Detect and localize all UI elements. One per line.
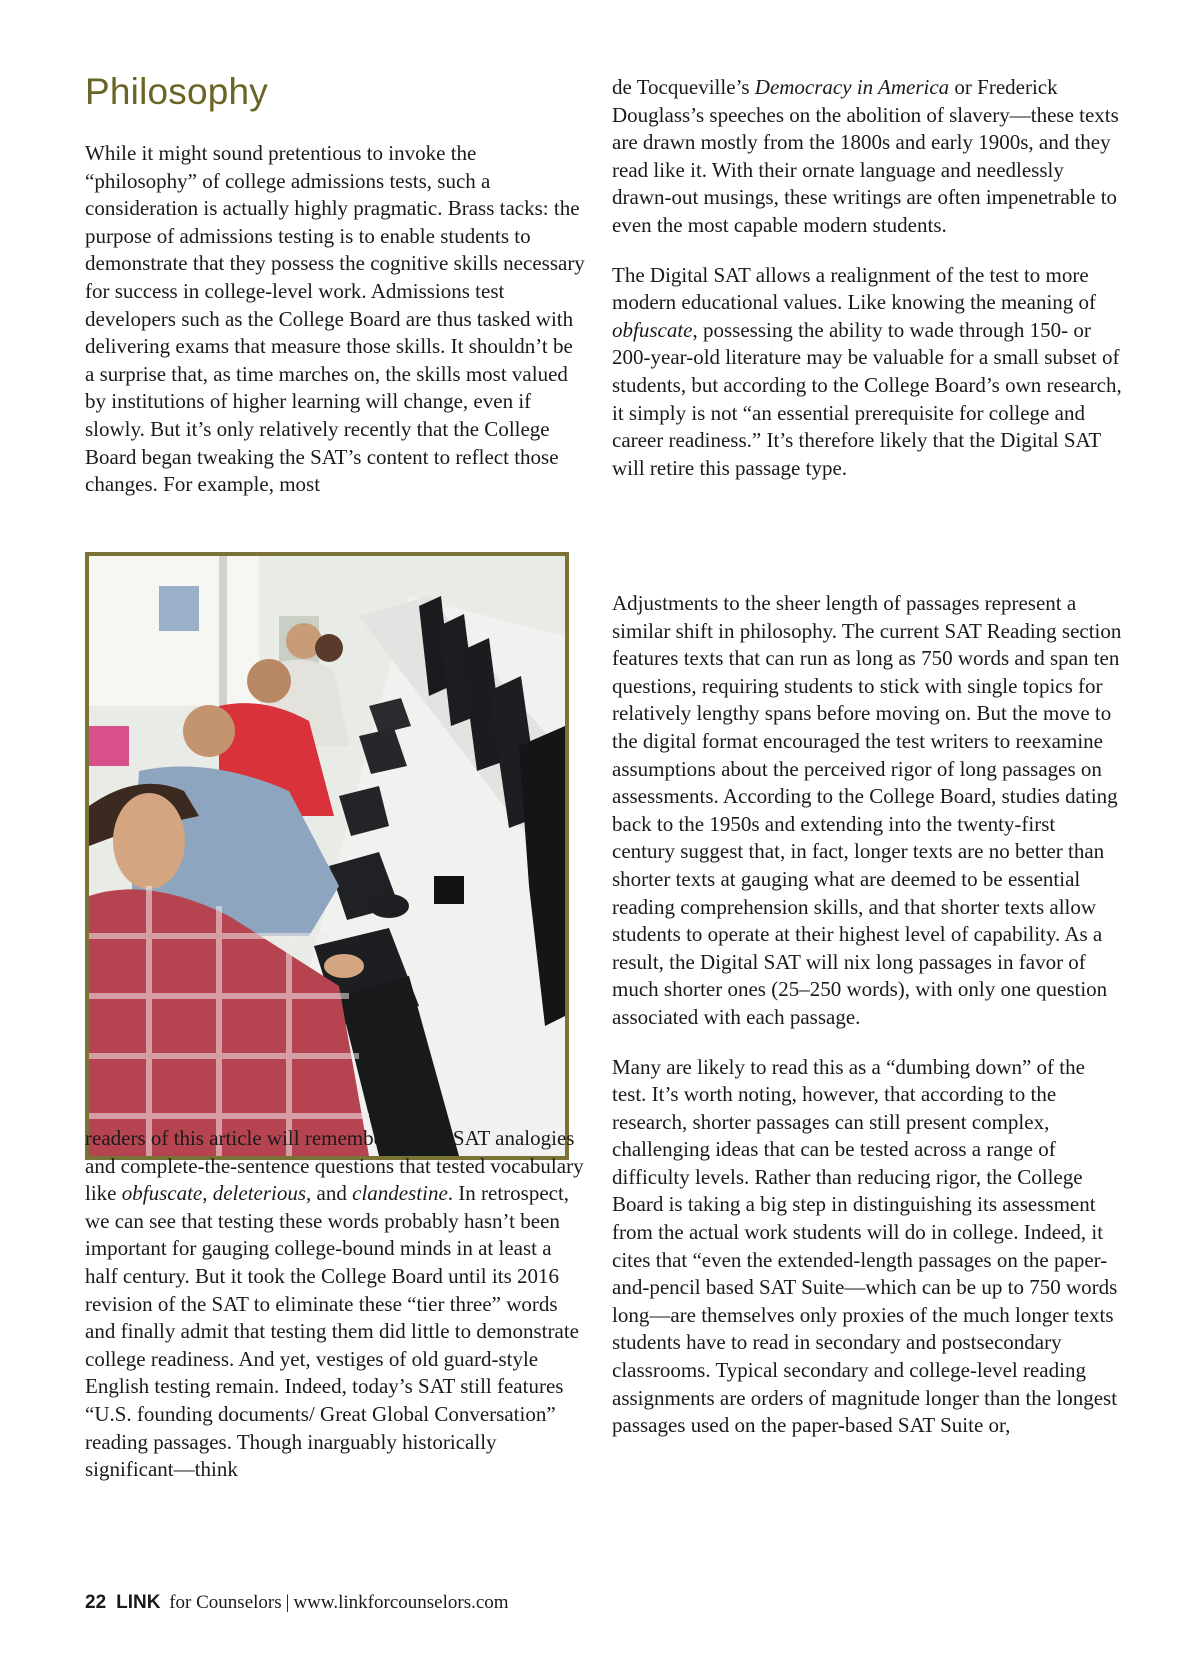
vocab-word-obfuscate-2: obfuscate [612,317,693,342]
footer-url[interactable]: www.linkforcounselors.com [293,1592,509,1613]
student-front-hand [324,954,364,978]
right-paragraph-1-text-a: de Tocqueville’s [612,75,755,99]
right-paragraph-4: Many are likely to read this as a “dumbing down” of the test. It’s worth noting, however, that according to the research, shorter passages can still present complex, challenging ideas that can be tested across a range of difficulty levels. Rather than reducing rigor, the College Board is taking a big step in distinguishing its assessment from the actual work students will do in college. Indeed, it cites that “even the extended-length passages on the paper-and-pencil based SAT Suite—which can be up to 750 words long—are themselves only proxies of the much longer texts students have to read in secondary and postsecondary classrooms. Typical secondary and college-level reading assignments are orders of magnitude longer than the longest passages used on the paper-based SAT Suite or, [612,1054,1118,1438]
left-paragraph-1: While it might sound pretentious to invoke the “philosophy” of college admissions tests, such a consideration is actually highly pragmatic. Brass tacks: the purpose of admissions testing is to enable students to demonstrate that they possess the cognitive skills necessary for success in college-level work. Admissions test developers such as the College Board are thus tasked with delivering exams that measure those skills. It shouldn’t be a surprise that, as time marches on, the skills most valued by institutions of higher learning will change, even if slowly. But it’s only relatively recently that the College Board began tweaking the SAT’s content to reflect those changes. For example, most [85,141,585,497]
book-title: Democracy in America [754,75,950,99]
vocab-word-deleterious: deleterious [212,1181,307,1206]
vocab-word-clandestine: clandestine [352,1181,448,1206]
section-heading: Philosophy [85,71,269,112]
student-front-face [113,793,185,889]
right-paragraph-1 [612,74,1122,240]
photo-illustration [89,556,565,1156]
computer-mouse [369,894,409,918]
vocab-word-obfuscate: obfuscate [121,1181,203,1206]
page-number: 22 [85,1592,107,1613]
student-far-head [315,634,343,662]
footer-tagline: for Counselors [169,1592,282,1613]
webcam-device [434,876,464,904]
left-paragraph-2 [85,1125,585,1484]
right-column-middle [612,590,1122,1440]
right-paragraph-2-text-a: The Digital SAT allows a realignment of the test to more modern educational values. Like knowing the meaning of [612,262,1097,315]
window-frame [219,556,227,706]
wall-picture [159,586,199,631]
left-paragraph-2-text-a: readers of this article will remember facing SAT analogies and complete-the-sentence questions that tested vocabulary like [85,1126,584,1206]
footer-brand: LINK [116,1592,161,1613]
left-paragraph-2-sep-2: , and [306,1181,353,1206]
page-footer [85,1591,509,1615]
left-paragraph-2-text-b: . In retrospect, we can see that testing these words probably hasn’t been important for gauging college-bound minds in at least a half century. But it took the College Board until its 2016 revision of the SAT to eliminate these “tier three” words and finally admit that testing them did little to demonstrate college readiness. And yet, vestiges of old guard-style English testing remain. Indeed, today’s SAT still features “U.S. founding documents/ Great Global Conversation” reading passages. Though inarguably historically significant—think [85,1181,579,1482]
right-paragraph-3: Adjustments to the sheer length of passages represent a similar shift in philosophy. The current SAT Reading section features texts that can run as long as 750 words and span ten questions, requiring students to stick with single topics for relatively lengthy spans before moving on. But the move to the digital format encouraged the test writers to reexamine assumptions about the perceived rigor of long passages on assessments. According to the College Board, studies dating back to the 1950s and extending into the twenty-first century suggest that, in fact, longer texts are no better than shorter texts at gauging what are deemed to be essential reading comprehension skills, and that shorter texts allow students to operate at their highest level of capability. As a result, the Digital SAT will nix long passages in favor of much shorter ones (25–250 words), with only one question associated with each passage. [612,591,1122,1029]
student-blue-head [183,705,235,757]
left-paragraph-2-sep-1: , [202,1181,213,1206]
right-paragraph-1-text-b: or Frederick Douglass’s speeches on the abolition of slavery—these texts are drawn mostly from the 1800s and early 1900s, and they read like it. With their ornate language and needlessly drawn-out musings, these writings are often impenetrable to even the most capable modern students. [612,75,1119,237]
right-paragraph-2-text-b: , possessing the ability to wade through 150- or 200-year-old literature may be valuable for a small subset of students, but according to the College Board’s own research, it simply is not “an essential prerequisite for college and career readiness.” It’s therefore likely that the Digital SAT will retire this passage type. [612,317,1122,480]
students-computer-lab-photo [85,552,569,1160]
footer-separator: | [285,1592,290,1613]
left-column-bottom [85,1125,585,1484]
left-column-top [85,140,585,499]
student-red-head [247,659,291,703]
chair-pink [89,726,129,766]
right-paragraph-2 [612,262,1122,483]
right-column-top [612,74,1122,482]
